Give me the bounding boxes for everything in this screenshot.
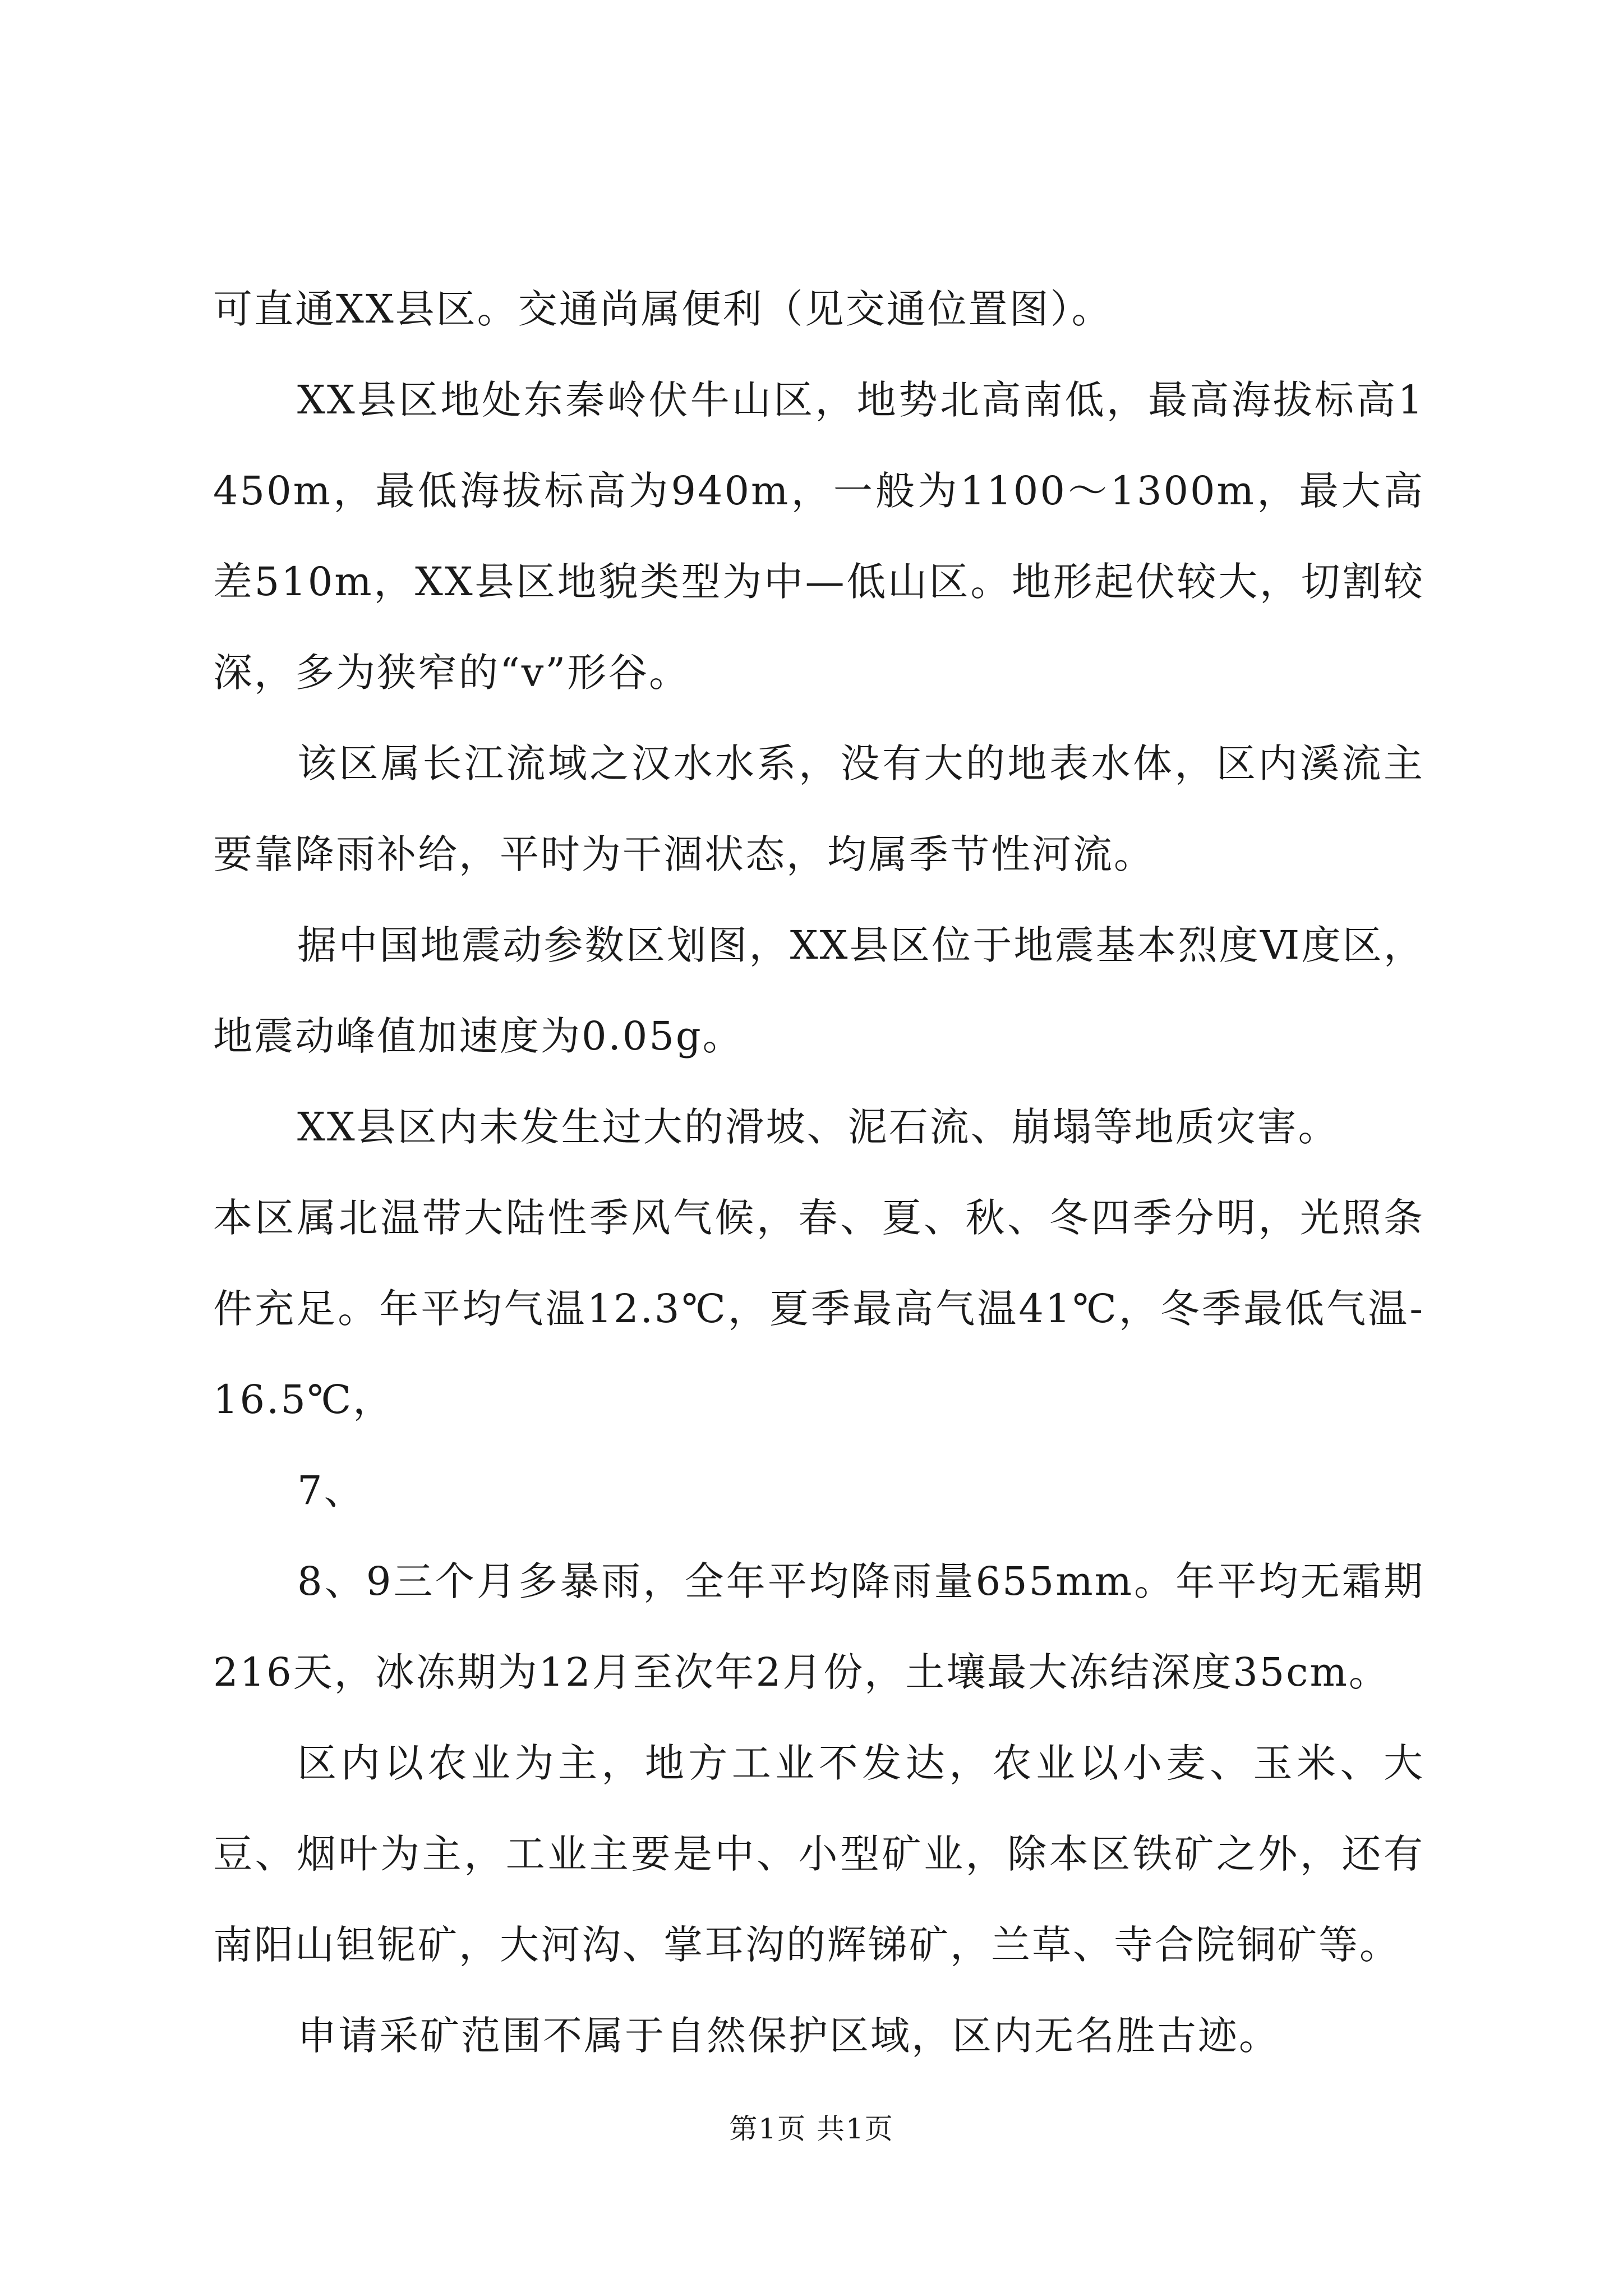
paragraph-economy: 区内以农业为主，地方工业不发达，农业以小麦、玉米、大豆、烟叶为主，工业主要是中、小型矿业，除本区铁矿之外，还有南阳山钽铌矿，大河沟、掌耳沟的辉锑矿，兰草、寺合院铜矿等。 <box>213 1740 1424 1968</box>
page-footer: 第1页 共1页 <box>729 2113 894 2145</box>
paragraph-hydrology: 该区属长江流域之汉水水系，没有大的地表水体，区内溪流主要靠降雨补给，平时为干涸状态，均属季节性河流。 <box>213 740 1424 877</box>
paragraph-months-7: 7、 <box>297 1467 365 1513</box>
paragraph-climate: 本区属北温带大陆性季风气候，春、夏、秋、冬四季分明，光照条件充足。年平均气温12.3℃，夏季最高气温41℃，冬季最低气温-16.5℃， <box>213 1195 1424 1423</box>
paragraph-terrain: XX县区地处东秦岭伏牛山区，地势北高南低，最高海拔标高1450m，最低海拔标高为940m，一般为1100～1300m，最大高差510m，XX县区地貌类型为中—低山区。地形起伏较大，切割较深，多为狭窄的“v”形谷。 <box>213 377 1424 696</box>
paragraph-transport: 可直通XX县区。交通尚属便利（见交通位置图）。 <box>213 286 1113 332</box>
paragraph-geohazard: XX县区内未发生过大的滑坡、泥石流、崩塌等地质灾害。 <box>297 1104 1339 1150</box>
paragraph-seismic: 据中国地震动参数区划图，XX县区位于地震基本烈度Ⅵ度区，地震动峰值加速度为0.05g。 <box>213 922 1424 1059</box>
paragraph-protection: 申请采矿范围不属于自然保护区域，区内无名胜古迹。 <box>297 2013 1280 2059</box>
paragraph-rainfall: 8、9三个月多暴雨，全年平均降雨量655mm。年平均无霜期216天，冰冻期为12月至次年2月份，土壤最大冻结深度35cm。 <box>213 1558 1424 1695</box>
document-body <box>213 264 1424 2081</box>
